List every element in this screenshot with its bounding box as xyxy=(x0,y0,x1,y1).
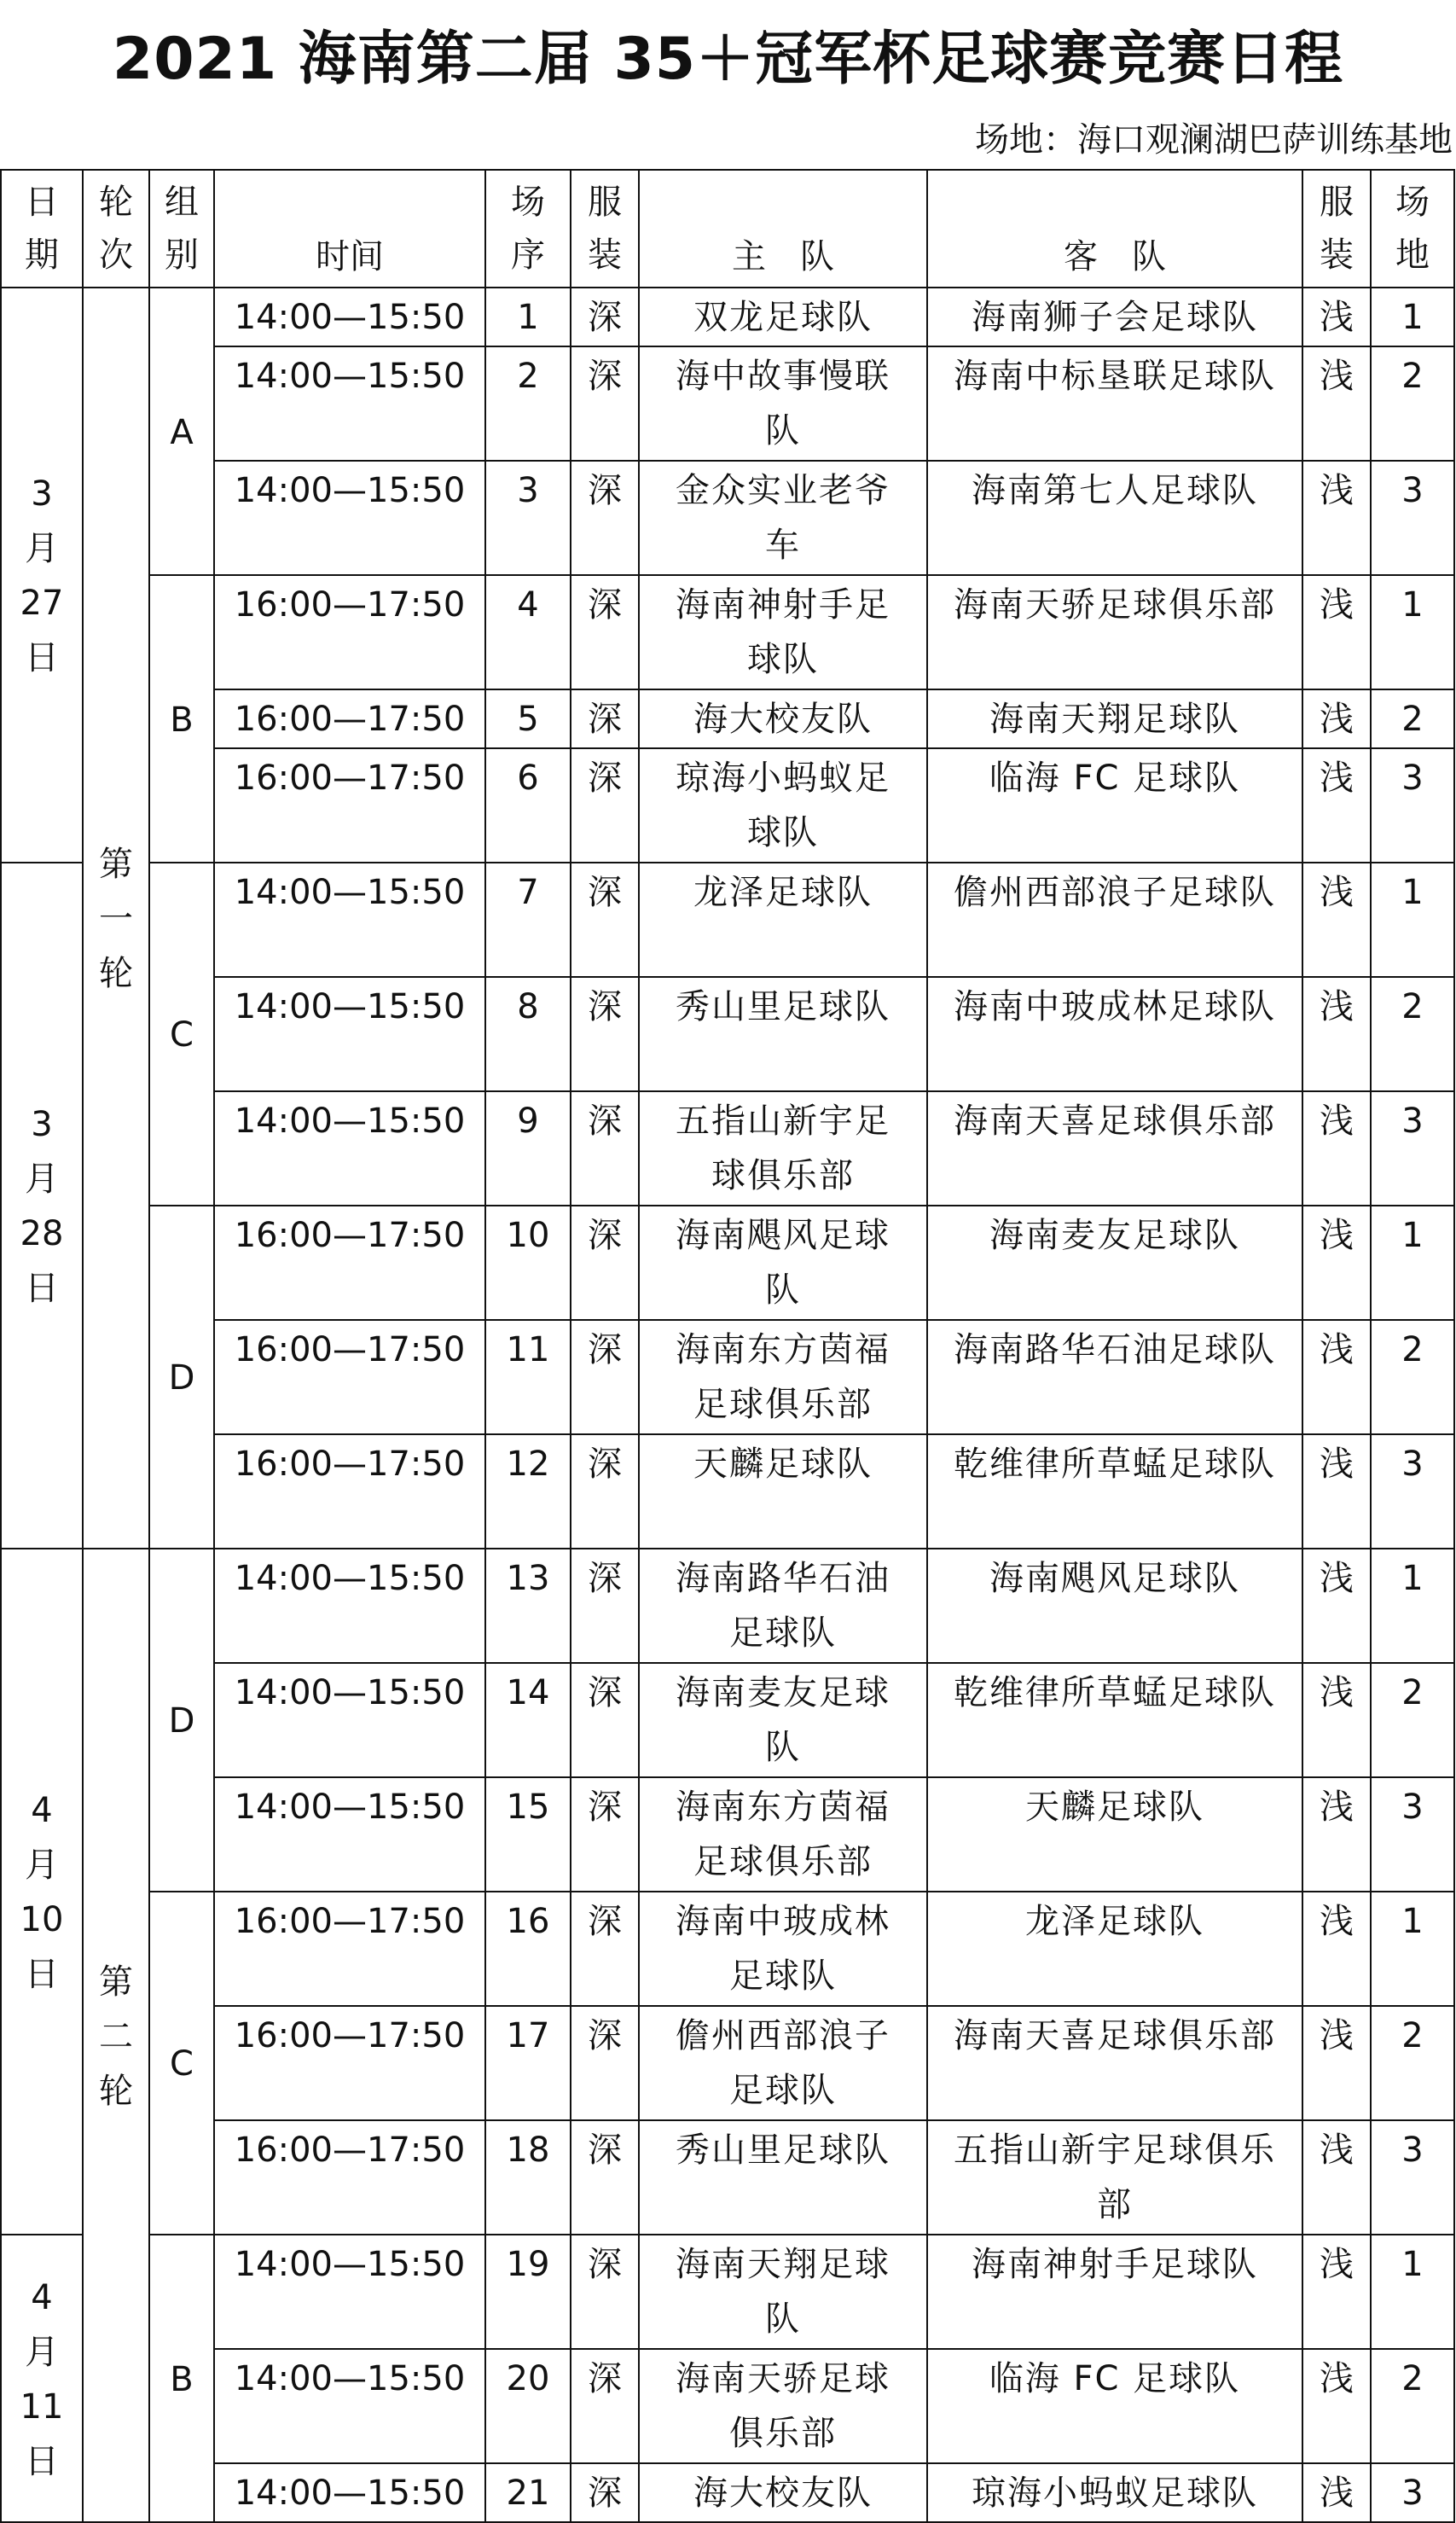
away-team-cell: 海南天喜足球俱乐部 xyxy=(927,1091,1302,1206)
away-kit-cell: 浅 xyxy=(1302,1320,1371,1434)
home-team-cell: 天麟足球队 xyxy=(639,1434,927,1549)
header-field xyxy=(1371,170,1454,288)
home-team-cell: 金众实业老爷车 xyxy=(639,461,927,575)
home-team-cell: 海南天骄足球俱乐部 xyxy=(639,2349,927,2463)
home-kit-cell: 深 xyxy=(571,288,639,346)
away-team-cell: 海南路华石油足球队 xyxy=(927,1320,1302,1434)
field-cell: 2 xyxy=(1371,2349,1454,2463)
round-cell xyxy=(83,1549,149,2522)
time-cell: 14:00—15:50 xyxy=(214,2235,485,2349)
seq-cell: 10 xyxy=(485,1206,571,1320)
field-cell: 3 xyxy=(1371,1434,1454,1549)
home-team-cell: 海南麦友足球队 xyxy=(639,1663,927,1777)
home-kit-cell: 深 xyxy=(571,863,639,977)
header-group-label: 组 别 xyxy=(165,183,199,275)
seq-cell: 18 xyxy=(485,2120,571,2235)
home-kit-cell: 深 xyxy=(571,2006,639,2120)
table-row xyxy=(1,461,1454,575)
header-round xyxy=(83,170,149,288)
away-kit-cell: 浅 xyxy=(1302,748,1371,863)
field-cell: 3 xyxy=(1371,1777,1454,1892)
round-cell xyxy=(83,288,149,1549)
away-team-cell: 海南天翔足球队 xyxy=(927,689,1302,748)
away-kit-cell: 浅 xyxy=(1302,461,1371,575)
group-cell xyxy=(149,2235,214,2522)
seq-cell: 13 xyxy=(485,1549,571,1663)
round-label: 第 二 轮 xyxy=(99,1962,133,2111)
away-kit-cell: 浅 xyxy=(1302,1892,1371,2006)
time-cell: 16:00—17:50 xyxy=(214,1892,485,2006)
table-row xyxy=(1,1663,1454,1777)
header-home-kit-label: 服 装 xyxy=(588,183,622,275)
home-kit-cell: 深 xyxy=(571,1091,639,1206)
home-team-cell: 海南飓风足球队 xyxy=(639,1206,927,1320)
time-cell: 16:00—17:50 xyxy=(214,1434,485,1549)
home-team-cell: 海南中玻成林足球队 xyxy=(639,1892,927,2006)
header-round-label: 轮 次 xyxy=(99,183,133,275)
home-kit-cell: 深 xyxy=(571,461,639,575)
table-row xyxy=(1,1206,1454,1320)
home-kit-cell: 深 xyxy=(571,2349,639,2463)
home-kit-cell: 深 xyxy=(571,1892,639,2006)
home-kit-cell: 深 xyxy=(571,1663,639,1777)
table-row xyxy=(1,2006,1454,2120)
group-cell xyxy=(149,288,214,575)
date-label: 3 月 27 日 xyxy=(20,474,64,677)
home-kit-cell: 深 xyxy=(571,2235,639,2349)
seq-cell: 5 xyxy=(485,689,571,748)
seq-cell: 4 xyxy=(485,575,571,689)
date-cell xyxy=(1,1549,83,2235)
header-away-label: 客 队 xyxy=(1064,237,1166,276)
header-away xyxy=(927,170,1302,288)
field-cell: 1 xyxy=(1371,1892,1454,2006)
home-team-cell: 龙泽足球队 xyxy=(639,863,927,977)
home-team-cell: 双龙足球队 xyxy=(639,288,927,346)
away-kit-cell: 浅 xyxy=(1302,2349,1371,2463)
away-team-cell: 琼海小蚂蚁足球队 xyxy=(927,2463,1302,2522)
away-team-cell: 乾维律所草蜢足球队 xyxy=(927,1434,1302,1549)
table-row xyxy=(1,1777,1454,1892)
away-kit-cell: 浅 xyxy=(1302,2463,1371,2522)
group-cell xyxy=(149,863,214,1206)
home-kit-cell: 深 xyxy=(571,1320,639,1434)
header-row xyxy=(1,170,1454,288)
away-kit-cell: 浅 xyxy=(1302,1206,1371,1320)
home-kit-cell: 深 xyxy=(571,977,639,1091)
time-cell: 14:00—15:50 xyxy=(214,288,485,346)
away-team-cell: 海南中玻成林足球队 xyxy=(927,977,1302,1091)
away-kit-cell: 浅 xyxy=(1302,1434,1371,1549)
away-kit-cell: 浅 xyxy=(1302,2235,1371,2349)
table-row xyxy=(1,346,1454,461)
seq-cell: 19 xyxy=(485,2235,571,2349)
group-label: A xyxy=(170,412,194,452)
table-row xyxy=(1,1320,1454,1434)
field-cell: 2 xyxy=(1371,346,1454,461)
schedule-table xyxy=(0,169,1455,2523)
seq-cell: 2 xyxy=(485,346,571,461)
away-kit-cell: 浅 xyxy=(1302,1777,1371,1892)
home-team-cell: 海大校友队 xyxy=(639,689,927,748)
field-cell: 1 xyxy=(1371,288,1454,346)
date-cell xyxy=(1,288,83,863)
home-kit-cell: 深 xyxy=(571,2463,639,2522)
away-kit-cell: 浅 xyxy=(1302,977,1371,1091)
field-cell: 2 xyxy=(1371,1663,1454,1777)
away-team-cell: 龙泽足球队 xyxy=(927,1892,1302,2006)
home-team-cell: 海南天翔足球队 xyxy=(639,2235,927,2349)
field-cell: 3 xyxy=(1371,2463,1454,2522)
away-kit-cell: 浅 xyxy=(1302,1091,1371,1206)
table-row xyxy=(1,2463,1454,2522)
away-kit-cell: 浅 xyxy=(1302,1549,1371,1663)
header-field-label: 场 地 xyxy=(1395,183,1430,275)
home-kit-cell: 深 xyxy=(571,1549,639,1663)
group-cell xyxy=(149,1549,214,1892)
header-away-kit-label: 服 装 xyxy=(1320,183,1354,275)
header-seq xyxy=(485,170,571,288)
away-kit-cell: 浅 xyxy=(1302,863,1371,977)
header-group xyxy=(149,170,214,288)
away-kit-cell: 浅 xyxy=(1302,288,1371,346)
away-kit-cell: 浅 xyxy=(1302,2006,1371,2120)
group-label: C xyxy=(170,2044,194,2084)
field-cell: 3 xyxy=(1371,461,1454,575)
schedule-body xyxy=(1,288,1454,2522)
field-cell: 1 xyxy=(1371,1206,1454,1320)
away-team-cell: 海南中标垦联足球队 xyxy=(927,346,1302,461)
away-team-cell: 海南天骄足球俱乐部 xyxy=(927,575,1302,689)
header-home-kit xyxy=(571,170,639,288)
time-cell: 14:00—15:50 xyxy=(214,346,485,461)
home-team-cell: 秀山里足球队 xyxy=(639,977,927,1091)
home-kit-cell: 深 xyxy=(571,575,639,689)
group-cell xyxy=(149,1206,214,1549)
group-label: B xyxy=(170,2359,194,2399)
header-home xyxy=(639,170,927,288)
seq-cell: 1 xyxy=(485,288,571,346)
table-row xyxy=(1,1549,1454,1663)
away-team-cell: 海南飓风足球队 xyxy=(927,1549,1302,1663)
time-cell: 16:00—17:50 xyxy=(214,1320,485,1434)
field-cell: 2 xyxy=(1371,1320,1454,1434)
seq-cell: 15 xyxy=(485,1777,571,1892)
group-label: C xyxy=(170,1015,194,1055)
group-cell xyxy=(149,575,214,863)
seq-cell: 8 xyxy=(485,977,571,1091)
home-kit-cell: 深 xyxy=(571,1206,639,1320)
away-team-cell: 海南麦友足球队 xyxy=(927,1206,1302,1320)
group-label: D xyxy=(168,1701,195,1741)
seq-cell: 12 xyxy=(485,1434,571,1549)
home-team-cell: 海中故事慢联队 xyxy=(639,346,927,461)
table-row xyxy=(1,2120,1454,2235)
seq-cell: 11 xyxy=(485,1320,571,1434)
field-cell: 2 xyxy=(1371,977,1454,1091)
date-cell xyxy=(1,863,83,1549)
away-kit-cell: 浅 xyxy=(1302,1663,1371,1777)
header-away-kit xyxy=(1302,170,1371,288)
away-team-cell: 海南神射手足球队 xyxy=(927,2235,1302,2349)
away-team-cell: 儋州西部浪子足球队 xyxy=(927,863,1302,977)
home-kit-cell: 深 xyxy=(571,346,639,461)
home-team-cell: 海南神射手足球队 xyxy=(639,575,927,689)
time-cell: 14:00—15:50 xyxy=(214,1091,485,1206)
field-cell: 2 xyxy=(1371,689,1454,748)
table-row xyxy=(1,748,1454,863)
away-kit-cell: 浅 xyxy=(1302,689,1371,748)
time-cell: 16:00—17:50 xyxy=(214,748,485,863)
time-cell: 14:00—15:50 xyxy=(214,863,485,977)
home-kit-cell: 深 xyxy=(571,1777,639,1892)
time-cell: 14:00—15:50 xyxy=(214,2349,485,2463)
home-kit-cell: 深 xyxy=(571,748,639,863)
round-label: 第 一 轮 xyxy=(99,845,133,993)
home-team-cell: 儋州西部浪子足球队 xyxy=(639,2006,927,2120)
seq-cell: 21 xyxy=(485,2463,571,2522)
date-label: 3 月 28 日 xyxy=(20,1105,64,1308)
group-label: B xyxy=(170,700,194,740)
field-cell: 1 xyxy=(1371,575,1454,689)
home-team-cell: 琼海小蚂蚁足球队 xyxy=(639,748,927,863)
date-label: 4 月 10 日 xyxy=(20,1791,64,1994)
table-row xyxy=(1,288,1454,346)
field-cell: 1 xyxy=(1371,863,1454,977)
away-team-cell: 海南天喜足球俱乐部 xyxy=(927,2006,1302,2120)
time-cell: 16:00—17:50 xyxy=(214,2006,485,2120)
home-team-cell: 秀山里足球队 xyxy=(639,2120,927,2235)
seq-cell: 9 xyxy=(485,1091,571,1206)
home-kit-cell: 深 xyxy=(571,689,639,748)
group-cell xyxy=(149,1892,214,2235)
time-cell: 14:00—15:50 xyxy=(214,1663,485,1777)
table-row xyxy=(1,2235,1454,2349)
seq-cell: 17 xyxy=(485,2006,571,2120)
home-team-cell: 海南路华石油足球队 xyxy=(639,1549,927,1663)
away-team-cell: 天麟足球队 xyxy=(927,1777,1302,1892)
home-team-cell: 海大校友队 xyxy=(639,2463,927,2522)
time-cell: 14:00—15:50 xyxy=(214,461,485,575)
field-cell: 2 xyxy=(1371,2006,1454,2120)
venue-label: 场地：海口观澜湖巴萨训练基地 xyxy=(975,120,1453,160)
away-kit-cell: 浅 xyxy=(1302,575,1371,689)
home-kit-cell: 深 xyxy=(571,2120,639,2235)
header-date xyxy=(1,170,83,288)
table-row xyxy=(1,977,1454,1091)
time-cell: 16:00—17:50 xyxy=(214,575,485,689)
header-time xyxy=(214,170,485,288)
away-team-cell: 海南狮子会足球队 xyxy=(927,288,1302,346)
table-row xyxy=(1,863,1454,977)
page-title: 2021 海南第二届 35＋冠军杯足球赛竞赛日程 xyxy=(112,26,1344,93)
home-team-cell: 五指山新宇足球俱乐部 xyxy=(639,1091,927,1206)
header-home-label: 主 队 xyxy=(732,237,834,276)
time-cell: 14:00—15:50 xyxy=(214,1777,485,1892)
header-seq-label: 场 序 xyxy=(511,183,545,275)
seq-cell: 20 xyxy=(485,2349,571,2463)
table-row xyxy=(1,1091,1454,1206)
away-team-cell: 五指山新宇足球俱乐部 xyxy=(927,2120,1302,2235)
away-team-cell: 临海 FC 足球队 xyxy=(927,2349,1302,2463)
time-cell: 16:00—17:50 xyxy=(214,689,485,748)
field-cell: 1 xyxy=(1371,1549,1454,1663)
group-label: D xyxy=(168,1358,195,1398)
time-cell: 14:00—15:50 xyxy=(214,1549,485,1663)
away-kit-cell: 浅 xyxy=(1302,2120,1371,2235)
home-kit-cell: 深 xyxy=(571,1434,639,1549)
away-team-cell: 临海 FC 足球队 xyxy=(927,748,1302,863)
table-row xyxy=(1,1892,1454,2006)
field-cell: 3 xyxy=(1371,748,1454,863)
date-cell xyxy=(1,2235,83,2522)
away-kit-cell: 浅 xyxy=(1302,346,1371,461)
table-row xyxy=(1,2349,1454,2463)
field-cell: 3 xyxy=(1371,2120,1454,2235)
table-row xyxy=(1,1434,1454,1549)
table-row xyxy=(1,689,1454,748)
field-cell: 3 xyxy=(1371,1091,1454,1206)
time-cell: 16:00—17:50 xyxy=(214,2120,485,2235)
time-cell: 16:00—17:50 xyxy=(214,1206,485,1320)
date-label: 4 月 11 日 xyxy=(20,2277,64,2481)
seq-cell: 14 xyxy=(485,1663,571,1777)
time-cell: 14:00—15:50 xyxy=(214,2463,485,2522)
header-date-label: 日 期 xyxy=(25,183,59,275)
seq-cell: 16 xyxy=(485,1892,571,2006)
time-cell: 14:00—15:50 xyxy=(214,977,485,1091)
away-team-cell: 乾维律所草蜢足球队 xyxy=(927,1663,1302,1777)
seq-cell: 3 xyxy=(485,461,571,575)
away-team-cell: 海南第七人足球队 xyxy=(927,461,1302,575)
field-cell: 1 xyxy=(1371,2235,1454,2349)
table-row xyxy=(1,575,1454,689)
seq-cell: 6 xyxy=(485,748,571,863)
home-team-cell: 海南东方茵福足球俱乐部 xyxy=(639,1777,927,1892)
seq-cell: 7 xyxy=(485,863,571,977)
home-team-cell: 海南东方茵福足球俱乐部 xyxy=(639,1320,927,1434)
header-time-label: 时间 xyxy=(316,237,384,276)
